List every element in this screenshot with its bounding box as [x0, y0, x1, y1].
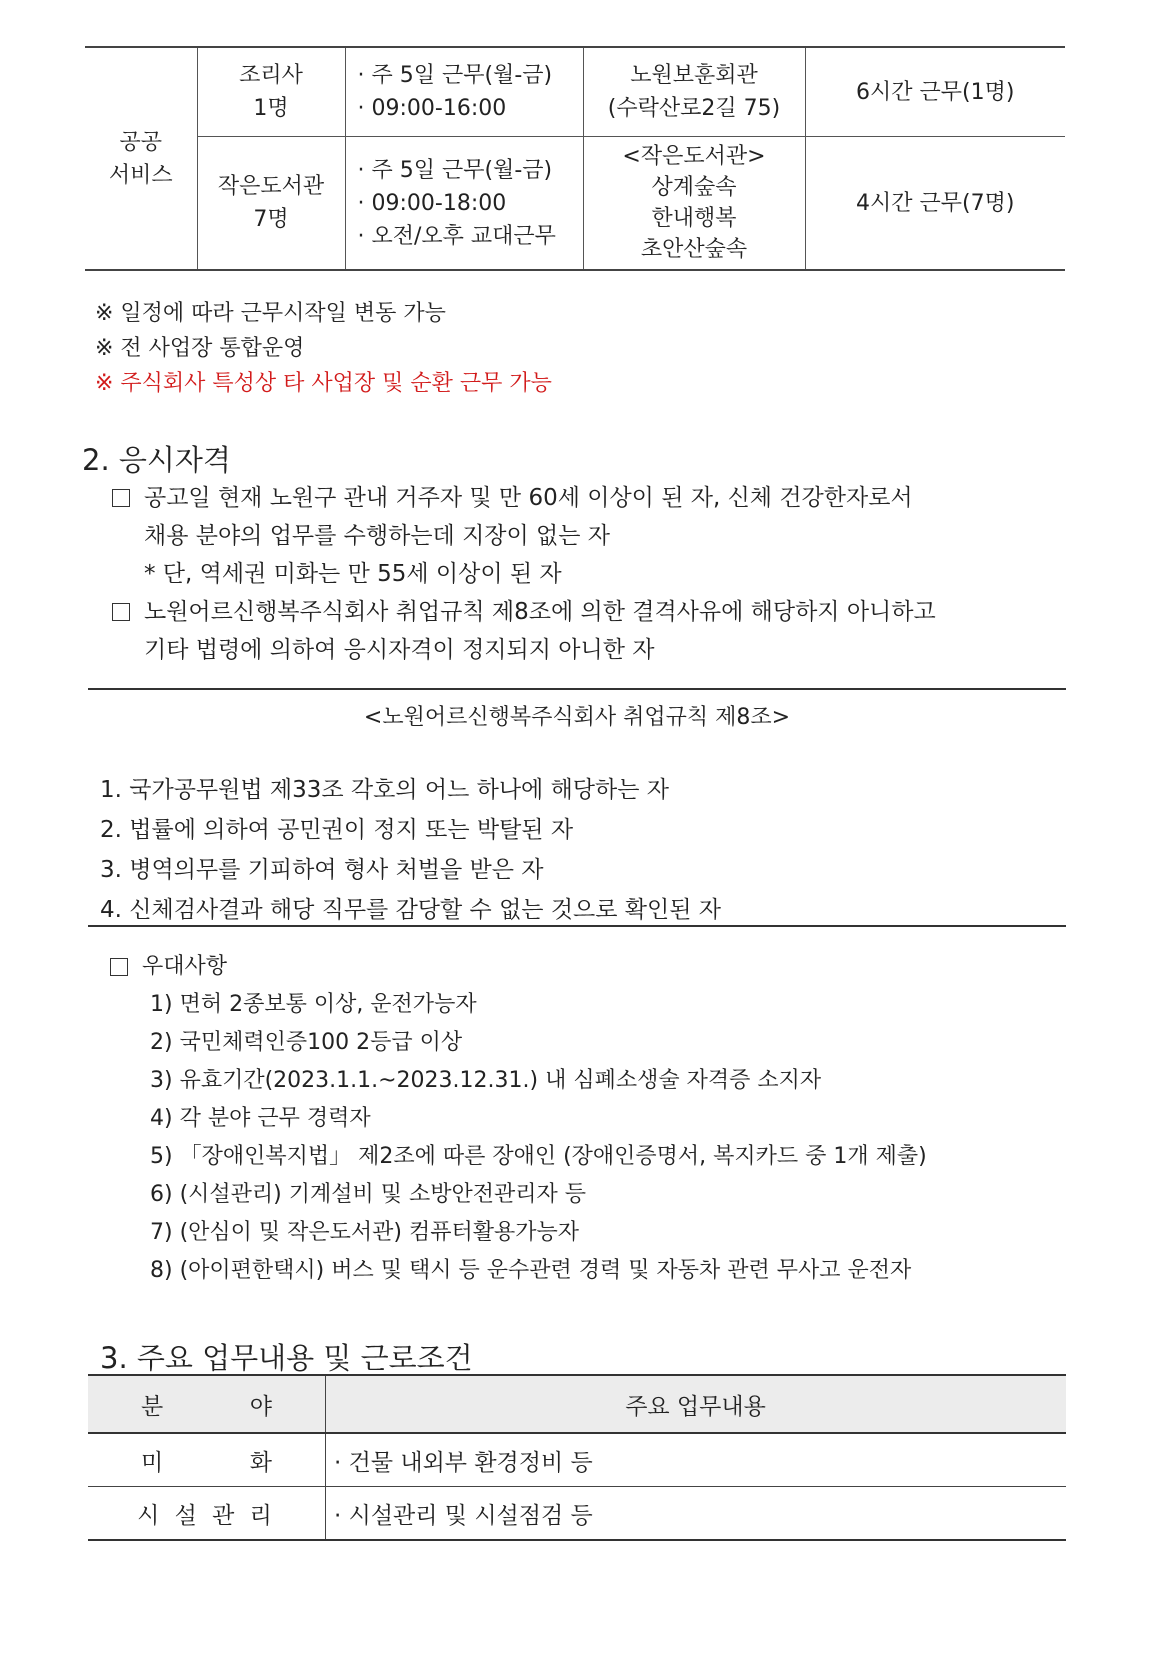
checkbox-icon	[112, 489, 130, 507]
table-row	[88, 1487, 1066, 1541]
hours-cell: 4시간 근무(7명)	[805, 137, 1065, 271]
rules-list	[100, 770, 721, 930]
preference-item: 4) 각 분야 근무 경력자	[150, 1106, 371, 1131]
preferences-heading	[110, 948, 927, 986]
eligibility-text: 공고일 현재 노원구 관내 거주자 및 만 60세 이상이 된 자, 신체 건강한자로서	[144, 485, 913, 511]
role-name: 조리사	[239, 63, 303, 88]
divider	[88, 688, 1066, 690]
duties-header: 주요 업무내용	[326, 1375, 1067, 1433]
role-cell	[197, 137, 345, 271]
preference-item: 6) (시설관리) 기계설비 및 소방안전관리자 등	[150, 1182, 586, 1207]
field-char: 화	[249, 1449, 272, 1476]
field-header-char: 분	[141, 1393, 164, 1420]
place-line: <작은도서관>	[622, 144, 766, 169]
preferences	[110, 948, 927, 1290]
preference-item: 5) 「장애인복지법」 제2조에 따른 장애인 (장애인증명서, 복지카드 중 1개 제출)	[150, 1144, 927, 1169]
eligibility-text: 노원어르신행복주식회사 취업규칙 제8조에 의한 결격사유에 해당하지 아니하고	[144, 599, 936, 625]
duties-table	[88, 1374, 1066, 1541]
rule-item: 4. 신체검사결과 해당 직무를 감당할 수 없는 것으로 확인된 자	[100, 897, 721, 923]
schedule-cell	[345, 47, 583, 137]
place-line: 한내행복	[651, 206, 737, 231]
rule-item: 2. 법률에 의하여 공민권이 정지 또는 박탈된 자	[100, 817, 574, 843]
role-count: 1명	[253, 96, 289, 121]
role-count: 7명	[253, 207, 289, 232]
rule-item: 3. 병역의무를 기피하여 형사 처벌을 받은 자	[100, 857, 544, 883]
note-line-highlight: ※ 주식회사 특성상 타 사업장 및 순환 근무 가능	[95, 371, 552, 396]
category-line: 공공	[119, 129, 162, 155]
checkbox-icon	[110, 958, 128, 976]
preference-item: 1) 면허 2종보통 이상, 운전가능자	[150, 992, 477, 1017]
table-header-row	[88, 1375, 1066, 1433]
eligibility-note: * 단, 역세권 미화는 만 55세 이상이 된 자	[144, 561, 562, 587]
field-header	[88, 1375, 326, 1433]
notes	[95, 296, 552, 401]
list-item	[112, 479, 936, 593]
table-row	[85, 47, 1065, 137]
rules-title: <노원어르신행복주식회사 취업규칙 제8조>	[363, 705, 791, 730]
place-line: 초안산숲속	[640, 237, 748, 262]
preference-item: 8) (아이편한택시) 버스 및 택시 등 운수관련 경력 및 자동차 관련 무사고 운전자	[150, 1258, 912, 1283]
checkbox-icon	[112, 603, 130, 621]
table-row	[88, 1433, 1066, 1487]
place-line: 상계숲속	[651, 175, 737, 200]
preference-item: 7) (안심이 및 작은도서관) 컴퓨터활용가능자	[150, 1220, 580, 1245]
category-cell	[85, 47, 197, 270]
preference-item: 2) 국민체력인증100 2등급 이상	[150, 1030, 463, 1055]
schedule-line: · 09:00-18:00	[357, 190, 507, 216]
list-item	[112, 593, 936, 669]
duties-cell: · 건물 내외부 환경정비 등	[326, 1433, 1067, 1487]
divider	[88, 925, 1066, 927]
preferences-title: 우대사항	[142, 954, 228, 979]
job-table	[85, 46, 1065, 271]
note-line: ※ 전 사업장 통합운영	[95, 336, 305, 361]
section-heading: 2. 응시자격	[82, 443, 231, 477]
field-header-char: 야	[249, 1393, 272, 1420]
place-line: (수락산로2길 75)	[607, 96, 781, 121]
note-line: ※ 일정에 따라 근무시작일 변동 가능	[95, 301, 446, 326]
place-cell	[583, 47, 805, 137]
field-char: 미	[141, 1449, 164, 1476]
eligibility-text: 기타 법령에 의하여 응시자격이 정지되지 아니한 자	[144, 637, 655, 663]
schedule-cell	[345, 137, 583, 271]
schedule-line: · 주 5일 근무(월-금)	[357, 63, 553, 88]
category-line: 서비스	[108, 162, 173, 188]
rule-item: 1. 국가공무원법 제33조 각호의 어느 하나에 해당하는 자	[100, 777, 669, 803]
schedule-line: · 주 5일 근무(월-금)	[357, 157, 553, 183]
preference-item: 3) 유효기간(2023.1.1.~2023.12.31.) 내 심폐소생술 자격증 소지자	[150, 1068, 822, 1093]
field-cell	[88, 1433, 326, 1487]
eligibility-text: 채용 분야의 업무를 수행하는데 지장이 없는 자	[144, 523, 611, 549]
place-cell	[583, 137, 805, 271]
hours-cell: 6시간 근무(1명)	[805, 47, 1065, 137]
table-row	[85, 137, 1065, 271]
field-cell: 시 설 관 리	[88, 1487, 326, 1541]
schedule-line: · 오전/오후 교대근무	[357, 223, 556, 249]
role-cell	[197, 47, 345, 137]
eligibility-list	[112, 479, 936, 669]
section-heading: 3. 주요 업무내용 및 근로조건	[100, 1341, 473, 1375]
preferences-list	[110, 986, 927, 1290]
schedule-line: · 09:00-16:00	[357, 96, 507, 121]
role-name: 작은도서관	[217, 174, 325, 199]
duties-cell: · 시설관리 및 시설점검 등	[326, 1487, 1067, 1541]
place-line: 노원보훈회관	[630, 63, 758, 88]
